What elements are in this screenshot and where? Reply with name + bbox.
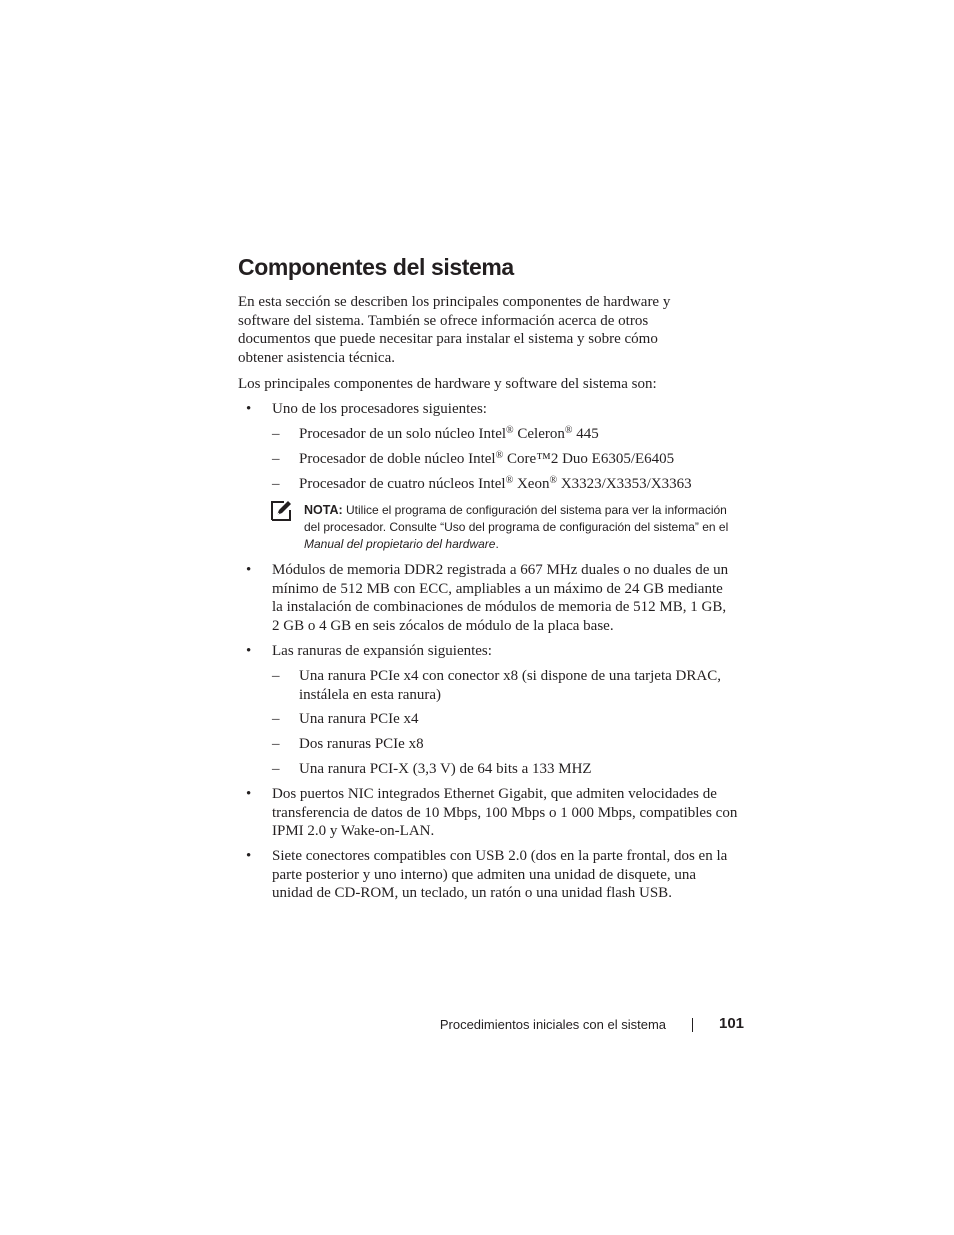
bullet-mark: • <box>246 562 252 578</box>
processor-1-brand: Celeron <box>513 426 565 442</box>
processor-2-model: Core™2 Duo E6305/E6405 <box>503 451 675 467</box>
processor-3-brand: Xeon <box>513 476 550 492</box>
registered-mark: ® <box>505 475 514 486</box>
list-item-processor-quad-core <box>272 475 739 494</box>
processor-1-model: 445 <box>572 426 599 442</box>
note-text: Utilice el programa de configuración del sistema para ver la información del procesador. Consulte “Uso del programa de configuración del sistema” en el <box>304 503 729 534</box>
processors-label: Uno de los procesadores siguientes: <box>272 401 487 417</box>
note-end: . <box>495 537 499 551</box>
dash-mark: – <box>272 736 280 752</box>
usb-text: Siete conectores compatibles con USB 2.0 (dos en la parte frontal, dos en la parte posterior y uno interno) que admiten una unidad de disquete, una unidad de CD-ROM, un teclado, un ratón o una unidad flash USB. <box>272 848 728 902</box>
slot-2-text: Una ranura PCIe x4 <box>299 711 419 727</box>
list-item-slot-3 <box>272 735 739 754</box>
registered-mark: ® <box>495 450 504 461</box>
dash-mark: – <box>272 476 280 492</box>
note-label: NOTA: <box>304 503 343 517</box>
list-item-processor-dual-core <box>272 450 739 469</box>
dash-mark: – <box>272 761 280 777</box>
list-item-usb <box>246 847 734 903</box>
bullet-mark: • <box>246 786 252 802</box>
list-item-slot-2 <box>272 710 739 729</box>
list-item-processor-single-core <box>272 425 739 444</box>
processor-3-text: Procesador de cuatro núcleos Intel <box>299 476 506 492</box>
list-item-slot-1 <box>272 667 739 704</box>
dash-mark: – <box>272 668 280 684</box>
memory-text: Módulos de memoria DDR2 registrada a 667 MHz duales o no duales de un mínimo de 512 MB con ECC, ampliables a un máximo de 24 GB mediante la instalación de combinaciones de módulos de memoria de 512 MB, 1 GB, 2 GB o 4 GB en seis zócalos de módulo de la placa base. <box>272 562 729 635</box>
bullet-mark: • <box>246 643 252 659</box>
page-title: Componentes del sistema <box>238 254 514 280</box>
dash-mark: – <box>272 426 280 442</box>
page-number: 101 <box>719 1015 745 1032</box>
processor-1-text: Procesador de un solo núcleo Intel <box>299 426 507 442</box>
nic-text: Dos puertos NIC integrados Ethernet Gigabit, que admiten velocidades de transferencia de datos de 10 Mbps, 100 Mbps o 1 000 Mbps, compatibles con IPMI 2.0 y Wake-on-LAN. <box>272 786 738 840</box>
dash-mark: – <box>272 451 280 467</box>
list-item-expansion-slots <box>246 642 732 661</box>
registered-mark: ® <box>564 425 573 436</box>
bullet-mark: • <box>246 848 252 864</box>
slot-4-text: Una ranura PCI-X (3,3 V) de 64 bits a 133 MHZ <box>299 761 592 777</box>
list-item-nic <box>246 785 738 841</box>
bullet-mark: • <box>246 401 252 417</box>
lead-paragraph: Los principales componentes de hardware y software del sistema son: <box>238 376 657 392</box>
dash-mark: – <box>272 711 280 727</box>
slot-3-text: Dos ranuras PCIe x8 <box>299 736 424 752</box>
list-item-memory <box>246 561 732 636</box>
registered-mark: ® <box>506 425 514 436</box>
slots-label: Las ranuras de expansión siguientes: <box>272 643 492 659</box>
intro-paragraph: En esta sección se describen los principales componentes de hardware y software del sistema. También se ofrece información acerca de otros documentos que puede necesitar para instalar el sistema y sobre cómo obtener asistencia técnica. <box>238 294 671 367</box>
footer-separator <box>692 1018 693 1032</box>
registered-mark: ® <box>549 475 558 486</box>
list-item-processors <box>246 400 732 419</box>
note-box <box>304 502 734 553</box>
processor-2-text: Procesador de doble núcleo Intel <box>299 451 496 467</box>
note-pencil-icon <box>270 500 292 522</box>
note-manual-title: Manual del propietario del hardware <box>304 537 496 551</box>
list-item-slot-4 <box>272 760 739 779</box>
processor-3-model: X3323/X3353/X3363 <box>557 476 692 492</box>
slot-1-text: Una ranura PCIe x4 con conector x8 (si dispone de una tarjeta DRAC, instálela en esta ranura) <box>299 668 721 703</box>
footer-chapter-title: Procedimientos iniciales con el sistema <box>439 1017 666 1032</box>
